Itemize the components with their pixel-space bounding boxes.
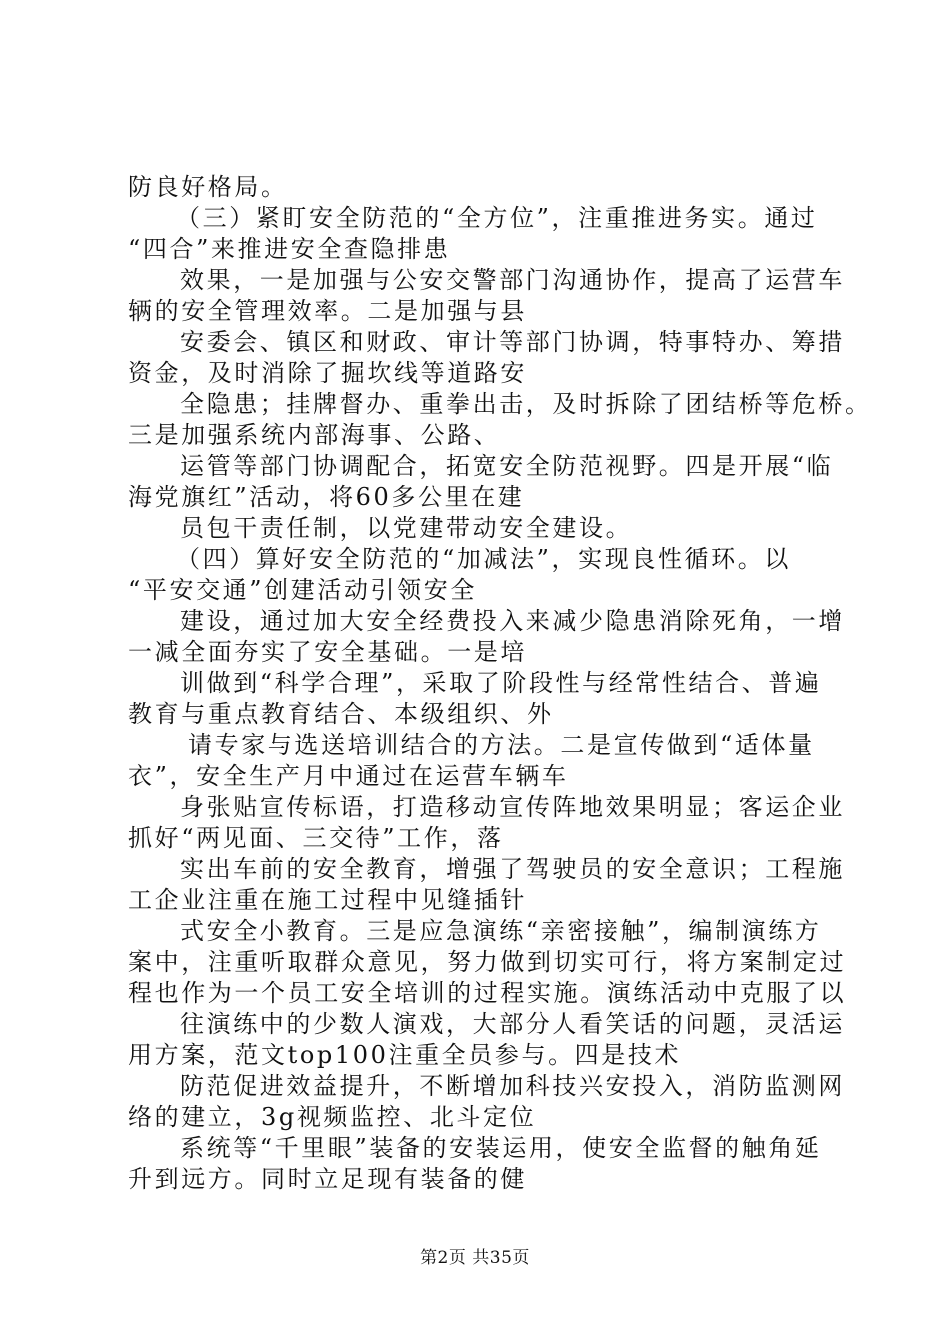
text-line: 防范促进效益提升，不断增加科技兴安投入，消防监测网 <box>180 1072 845 1100</box>
text-line: 式安全小教育。三是应急演练“亲密接触”，编制演练方 <box>180 917 822 945</box>
paragraph <box>128 606 848 668</box>
text-line: 辆的安全管理效率。二是加强与县 <box>128 297 527 325</box>
paragraph <box>128 916 848 1009</box>
paragraph <box>128 1133 848 1195</box>
text-line: 全隐患；挂牌督办、重拳出击，及时拆除了团结桥等危桥。 <box>180 390 872 418</box>
text-line: 请专家与选送培训结合的方法。二是宣传做到“适体量 <box>188 731 815 759</box>
paragraph <box>128 265 848 327</box>
text-line: 衣”，安全生产月中通过在运营车辆车 <box>128 762 569 790</box>
text-line: 训做到“科学合理”，采取了阶段性与经常性结合、普遍 <box>180 669 822 697</box>
paragraph <box>128 451 848 513</box>
paragraph <box>128 172 848 203</box>
paragraph <box>128 544 848 606</box>
page-footer <box>0 1243 950 1268</box>
text-line: 络的建立，3g视频监控、北斗定位 <box>128 1103 537 1131</box>
text-line: （四）算好安全防范的“加减法”，实现良性循环。以 <box>176 545 791 573</box>
text-line: 三是加强系统内部海事、公路、 <box>128 421 501 449</box>
document-body <box>128 172 872 1195</box>
text-line: 海党旗红”活动，将60多公里在建 <box>128 483 525 511</box>
text-line: 教育与重点教育结合、本级组织、外 <box>128 700 554 728</box>
text-line: “平安交通”创建活动引领安全 <box>128 576 477 604</box>
paragraph <box>128 668 848 730</box>
paragraph <box>128 327 848 389</box>
text-line: 安委会、镇区和财政、审计等部门协调，特事特办、筹措 <box>180 328 845 356</box>
text-line: 建设，通过加大安全经费投入来减少隐患消除死角，一增 <box>180 607 845 635</box>
text-line: 工企业注重在施工过程中见缝插针 <box>128 886 527 914</box>
text-line: 程也作为一个员工安全培训的过程实施。演练活动中克服了以 <box>128 979 847 1007</box>
text-line: 用方案，范文top100注重全员参与。四是技术 <box>128 1041 682 1069</box>
text-line: “四合”来推进安全查隐排患 <box>128 235 451 263</box>
paragraph <box>128 792 848 854</box>
text-line: 实出车前的安全教育，增强了驾驶员的安全意识；工程施 <box>180 855 845 883</box>
paragraph <box>128 1071 848 1133</box>
page-number-label: 第2页 共35页 <box>420 1248 530 1268</box>
text-line: （三）紧盯安全防范的“全方位”，注重推进务实。通过 <box>176 204 818 232</box>
text-line: 效果，一是加强与公安交警部门沟通协作，提高了运营车 <box>180 266 845 294</box>
text-line: 身张贴宣传标语，打造移动宣传阵地效果明显；客运企业 <box>180 793 845 821</box>
paragraph <box>128 203 848 265</box>
paragraph <box>128 730 848 792</box>
text-line: 系统等“千里眼”装备的安装运用，使安全监督的触角延 <box>180 1134 822 1162</box>
text-line: 案中，注重听取群众意见，努力做到切实可行，将方案制定过 <box>128 948 847 976</box>
paragraph <box>128 389 872 451</box>
text-line: 资金，及时消除了掘坎线等道路安 <box>128 359 527 387</box>
text-line: 运管等部门协调配合，拓宽安全防范视野。四是开展“临 <box>180 452 834 480</box>
paragraph <box>128 513 848 544</box>
paragraph <box>128 854 848 916</box>
text-line: 一减全面夯实了安全基础。一是培 <box>128 638 527 666</box>
text-line: 往演练中的少数人演戏，大部分人看笑话的问题，灵活运 <box>180 1010 845 1038</box>
text-line: 员包干责任制，以党建带动安全建设。 <box>180 514 633 542</box>
text-line: 升到远方。同时立足现有装备的健 <box>128 1165 527 1193</box>
text-line: 防良好格局。 <box>128 173 288 201</box>
paragraph <box>128 1009 848 1071</box>
text-line: 抓好“两见面、三交待”工作，落 <box>128 824 504 852</box>
